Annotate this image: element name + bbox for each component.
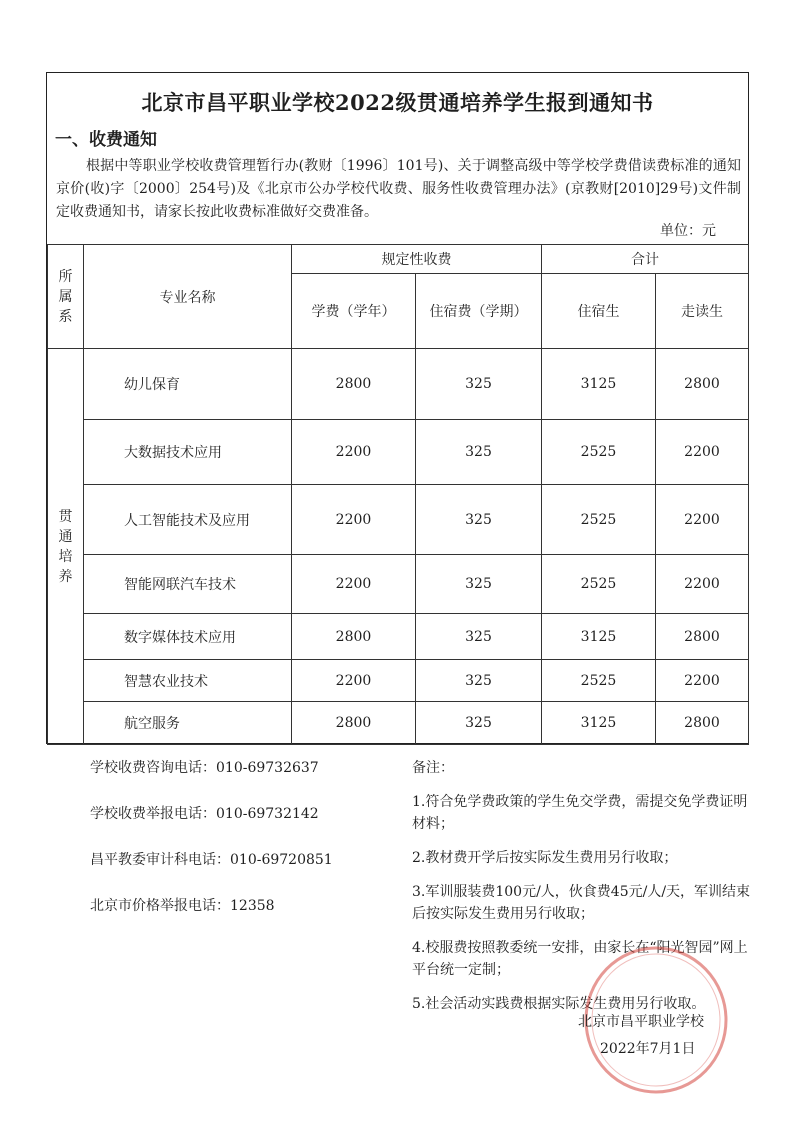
major-cell: 幼儿保育	[84, 349, 292, 420]
note-item: 3.军训服装费100元/人，伙食费45元/人/天，军训结束后按实际发生费用另行收取；	[412, 884, 751, 922]
contact-list	[90, 757, 333, 941]
tuition-header: 学费（学年）	[292, 274, 416, 349]
day-total-cell: 2200	[656, 660, 749, 702]
tuition-cell: 2200	[292, 485, 416, 555]
boarding-total-cell: 3125	[542, 349, 656, 420]
section-heading: 一、收费通知	[55, 130, 157, 150]
table-row	[48, 614, 749, 660]
dorm-cell: 325	[416, 614, 542, 660]
regulated-fee-header: 规定性收费	[292, 245, 542, 274]
major-cell: 人工智能技术及应用	[84, 485, 292, 555]
signature-date: 2022年7月1日	[600, 1041, 696, 1057]
dorm-cell: 325	[416, 349, 542, 420]
dorm-cell: 325	[416, 660, 542, 702]
intro-paragraph: 根据中等职业学校收费管理暂行办(教财〔1996〕101号)、关于调整高级中等学校学费借读费标准的通知 京价(收)字〔2000〕254号)及《北京市公办学校代收费、服务性收费管理办法》(京教财[2010]29号)文件制定收费通知书，请家长按此收费标准做好交费准备。	[56, 158, 741, 220]
day-total-cell: 2200	[656, 485, 749, 555]
day-total-cell: 2800	[656, 702, 749, 745]
note-item: 1.符合免学费政策的学生免交学费，需提交免学费证明材料；	[412, 794, 748, 832]
note-item: 4.校服费按照教委统一安排，由家长在“阳光智园”网上平台统一定制；	[412, 940, 748, 978]
dept-header: 所属系	[48, 245, 84, 349]
boarding-total-cell: 3125	[542, 614, 656, 660]
notice-frame	[46, 72, 749, 744]
signature-block	[578, 1009, 704, 1063]
day-total-cell: 2800	[656, 614, 749, 660]
dept-cell: 贯通培养	[48, 349, 84, 745]
dorm-cell: 325	[416, 702, 542, 745]
tuition-cell: 2200	[292, 660, 416, 702]
table-row	[48, 555, 749, 614]
tuition-cell: 2800	[292, 702, 416, 745]
contact-audit: 昌平教委审计科电话：010-69720851	[90, 852, 333, 868]
boarding-total-cell: 2525	[542, 485, 656, 555]
major-cell: 大数据技术应用	[84, 420, 292, 485]
page-title: 北京市昌平职业学校2022级贯通培养学生报到通知书	[141, 90, 654, 115]
note-item: 2.教材费开学后按实际发生费用另行收取；	[412, 850, 678, 866]
notes-heading: 备注：	[412, 760, 454, 776]
major-cell: 数字媒体技术应用	[84, 614, 292, 660]
dorm-cell: 325	[416, 555, 542, 614]
day-total-cell: 2800	[656, 349, 749, 420]
day-total-cell: 2200	[656, 555, 749, 614]
tuition-cell: 2800	[292, 349, 416, 420]
day-student-header: 走读生	[656, 274, 749, 349]
note-item: 5.社会活动实践费根据实际发生费用另行收取。	[412, 996, 706, 1012]
boarding-total-cell: 3125	[542, 702, 656, 745]
boarding-total-cell: 2525	[542, 420, 656, 485]
major-header: 专业名称	[84, 245, 292, 349]
tuition-cell: 2200	[292, 420, 416, 485]
table-row	[48, 485, 749, 555]
total-header: 合计	[542, 245, 749, 274]
fee-table	[47, 244, 749, 745]
tuition-cell: 2200	[292, 555, 416, 614]
major-cell: 航空服务	[84, 702, 292, 745]
contact-report: 学校收费举报电话：010-69732142	[90, 806, 319, 822]
tuition-cell: 2800	[292, 614, 416, 660]
boarding-total-cell: 2525	[542, 660, 656, 702]
unit-label: 单位：元	[660, 223, 716, 239]
table-row	[48, 420, 749, 485]
dorm-cell: 325	[416, 485, 542, 555]
table-row	[48, 349, 749, 420]
boarding-total-cell: 2525	[542, 555, 656, 614]
boarding-header: 住宿生	[542, 274, 656, 349]
contact-price-report: 北京市价格举报电话：12358	[90, 898, 275, 914]
dorm-header: 住宿费（学期）	[416, 274, 542, 349]
day-total-cell: 2200	[656, 420, 749, 485]
signature-school: 北京市昌平职业学校	[578, 1014, 704, 1030]
dorm-cell: 325	[416, 420, 542, 485]
table-row	[48, 702, 749, 745]
major-cell: 智慧农业技术	[84, 660, 292, 702]
contact-inquiry: 学校收费咨询电话：010-69732637	[90, 760, 319, 776]
table-row	[48, 660, 749, 702]
major-cell: 智能网联汽车技术	[84, 555, 292, 614]
